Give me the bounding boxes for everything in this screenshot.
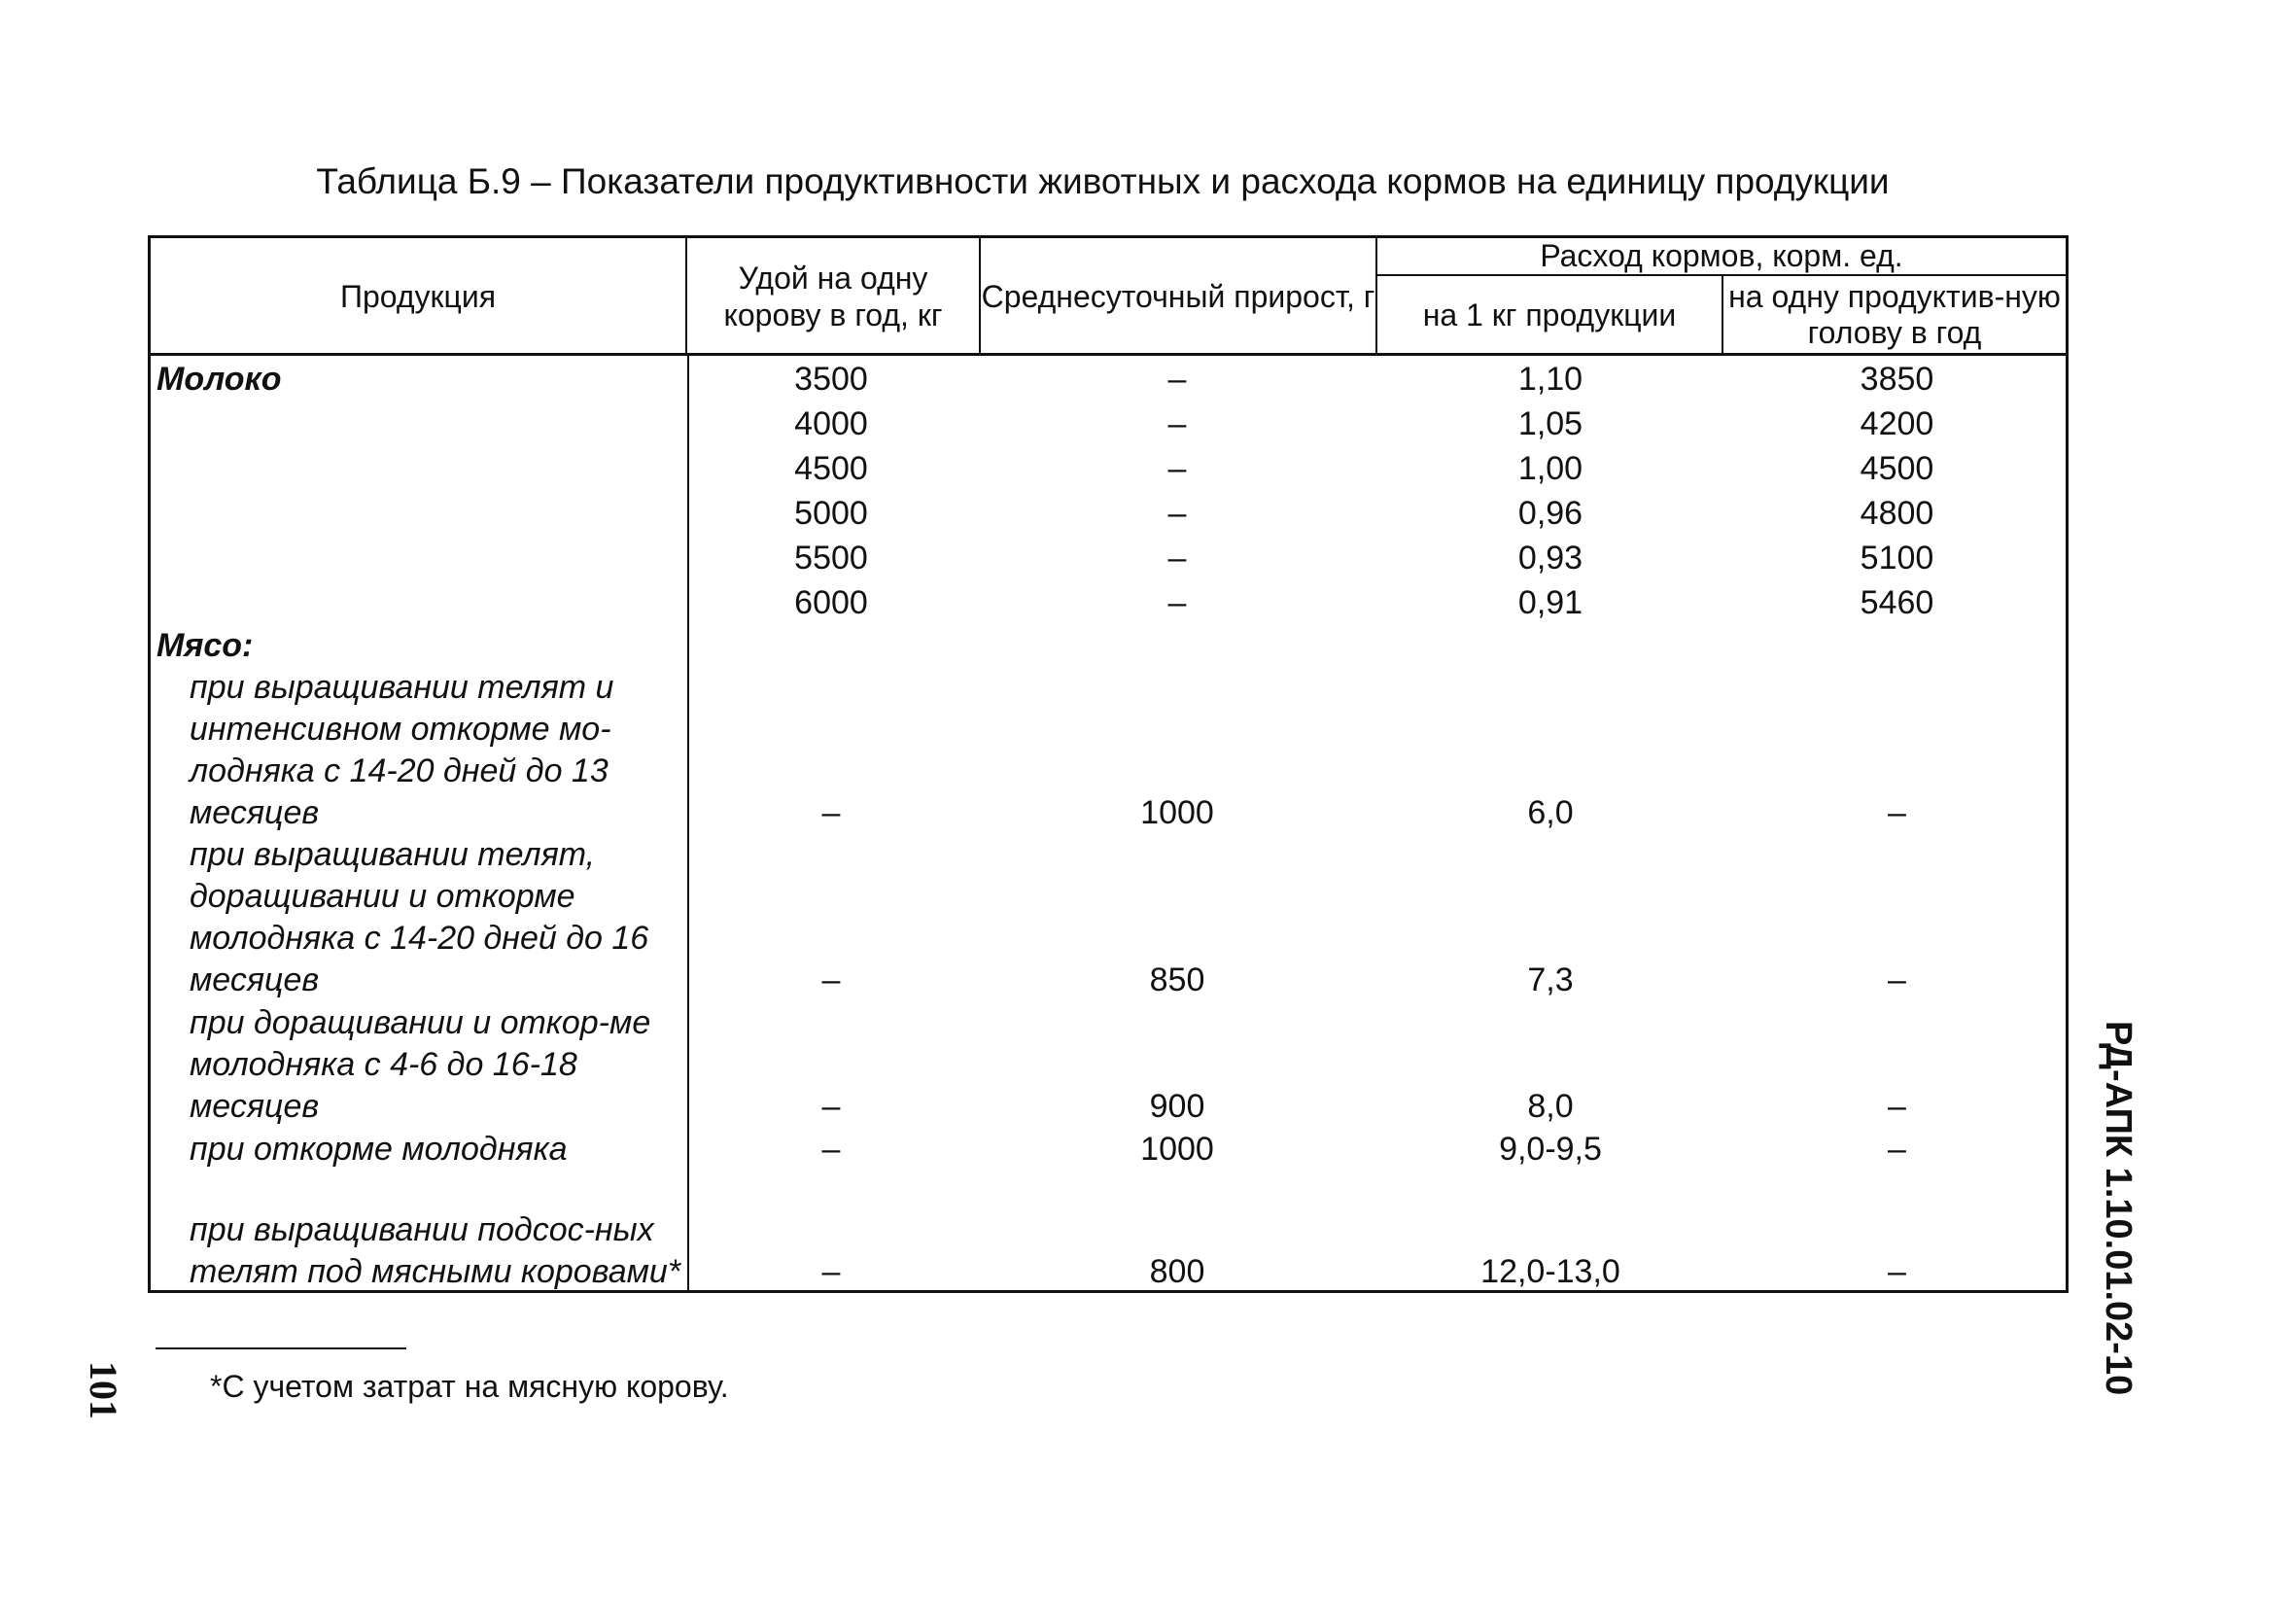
- cell-product: Мясо:: [157, 627, 254, 664]
- cell-feed: 0,96: [1517, 495, 1583, 532]
- cell-head: –: [1888, 1131, 1906, 1168]
- page-number: 101: [82, 1361, 125, 1419]
- cell-feed: 0,91: [1517, 584, 1583, 621]
- cell-feed: 8,0: [1527, 1088, 1574, 1125]
- cell-product: при доращивании и откор-ме молодняка с 4-6 до 16-18 месяцев: [190, 1004, 651, 1125]
- header-feed-per-head: на одну продуктив-ную голову в год: [1728, 279, 2061, 350]
- cell-head: 5460: [1860, 584, 1934, 621]
- cell-gain: 1000: [1140, 794, 1214, 831]
- cell-gain: 800: [1149, 1253, 1205, 1290]
- cell-feed: 9,0-9,5: [1499, 1131, 1602, 1168]
- table-row: [151, 579, 2066, 624]
- cell-product: Молоко: [157, 361, 282, 398]
- footnote-rule: [156, 1347, 406, 1349]
- table-row: [151, 624, 2066, 667]
- header-feed-per-kg: на 1 кг продукции: [1377, 276, 1723, 354]
- cell-yield: 5000: [794, 495, 868, 532]
- cell-product: при откорме молодняка: [190, 1131, 568, 1168]
- cell-feed: 6,0: [1527, 794, 1574, 831]
- cell-head: 3850: [1860, 361, 1934, 398]
- cell-gain: –: [1167, 361, 1187, 398]
- table-caption: Таблица Б.9 – Показатели продуктивности животных и расхода кормов на единицу продукции: [316, 161, 1890, 201]
- table-row: [151, 445, 2066, 490]
- cell-yield: –: [821, 1253, 841, 1290]
- table-row: [151, 490, 2066, 535]
- cell-head: –: [1888, 1088, 1906, 1125]
- header-yield: Удой на одну корову в год, кг: [687, 238, 981, 355]
- data-table: [148, 235, 2069, 1293]
- cell-product: при выращивании подсос-ных телят под мясными коровами*: [190, 1211, 681, 1290]
- cell-feed: 1,10: [1517, 361, 1583, 398]
- table-row: [151, 1001, 2066, 1128]
- header-feed-group: Расход кормов, корм. ед.: [1377, 238, 2066, 276]
- cell-head: –: [1888, 794, 1906, 831]
- cell-gain: –: [1167, 450, 1187, 487]
- table-row: [151, 834, 2066, 1001]
- document-code: РД-АПК 1.10.01.02-10: [2098, 1021, 2139, 1396]
- cell-head: –: [1888, 1253, 1906, 1290]
- cell-head: 4200: [1860, 405, 1934, 442]
- header-product: Продукция: [151, 238, 687, 355]
- cell-yield: –: [821, 1088, 841, 1125]
- cell-gain: –: [1167, 584, 1187, 621]
- cell-yield: 4500: [794, 450, 868, 487]
- table-row: [151, 1128, 2066, 1171]
- cell-yield: –: [821, 794, 841, 831]
- cell-gain: 900: [1149, 1088, 1205, 1125]
- table-row: [151, 667, 2066, 834]
- cell-yield: 6000: [794, 584, 868, 621]
- cell-yield: –: [821, 961, 841, 998]
- cell-head: –: [1888, 961, 1906, 998]
- cell-feed: 1,00: [1517, 450, 1583, 487]
- footnote: *С учетом затрат на мясную корову.: [210, 1369, 729, 1404]
- cell-feed: 0,93: [1517, 540, 1583, 577]
- cell-head: 5100: [1860, 540, 1934, 577]
- cell-head: 4800: [1860, 495, 1934, 532]
- cell-yield: 3500: [794, 361, 868, 398]
- cell-feed: 7,3: [1527, 961, 1574, 998]
- cell-head: 4500: [1860, 450, 1934, 487]
- table-row: [151, 535, 2066, 579]
- cell-product: при выращивании телят и интенсивном откорме мо-лодняка с 14-20 дней до 13 месяцев: [190, 669, 614, 831]
- cell-gain: –: [1167, 540, 1187, 577]
- cell-gain: –: [1167, 405, 1187, 442]
- cell-yield: –: [821, 1131, 841, 1168]
- cell-gain: –: [1167, 495, 1187, 532]
- cell-feed: 1,05: [1517, 405, 1583, 442]
- cell-gain: 1000: [1140, 1131, 1214, 1168]
- table-row: [151, 1171, 2066, 1293]
- cell-product: при выращивании телят, доращивании и откорме молодняка с 14-20 дней до 16 месяцев: [190, 836, 649, 998]
- header-gain: Среднесуточный прирост, г: [981, 238, 1377, 355]
- table-row: [151, 356, 2066, 401]
- cell-feed: 12,0-13,0: [1480, 1253, 1620, 1290]
- cell-yield: 5500: [794, 540, 868, 577]
- table-row: [151, 401, 2066, 445]
- cell-yield: 4000: [794, 405, 868, 442]
- cell-gain: 850: [1149, 961, 1205, 998]
